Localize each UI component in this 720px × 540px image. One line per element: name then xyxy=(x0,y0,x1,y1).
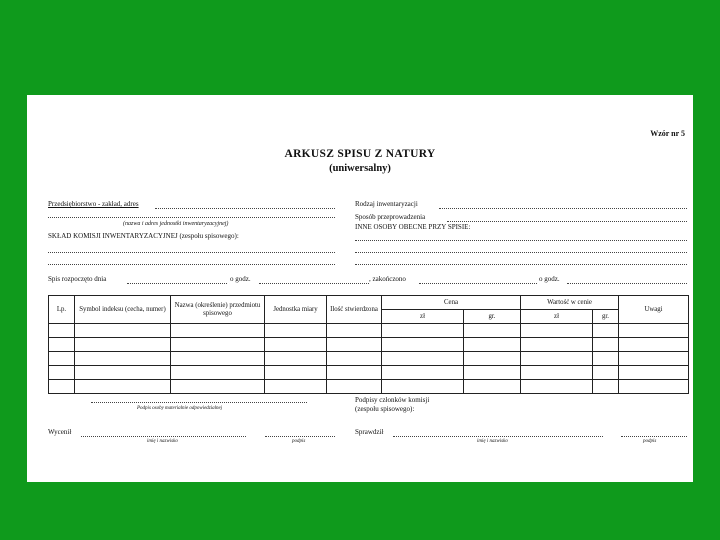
at-hour-label-2: o godz. xyxy=(539,275,560,283)
header-remarks: Uwagi xyxy=(619,296,689,324)
commission-line-2 xyxy=(48,264,335,265)
subheader-price-zl: zł xyxy=(382,310,464,324)
valued-name-caption: imię i nazwisko xyxy=(147,439,178,444)
others-line-2 xyxy=(355,252,687,253)
checked-signature-caption: podpis xyxy=(643,439,657,444)
start-hour-line xyxy=(259,283,369,284)
at-hour-label: o godz. xyxy=(230,275,251,283)
method-label: Sposób przeprowadzenia xyxy=(355,213,426,221)
subheader-value-gr: gr. xyxy=(593,310,619,324)
header-symbol: Symbol indeksu (cecha, numer) xyxy=(75,296,171,324)
header-unit: Jednostka miary xyxy=(265,296,327,324)
header-value: Wartość w cenie xyxy=(521,296,619,310)
inventory-type-line xyxy=(439,208,687,209)
table-row xyxy=(49,380,689,394)
start-date-line xyxy=(127,283,227,284)
table-row xyxy=(49,324,689,338)
checked-name-line xyxy=(393,436,603,437)
others-label: INNE OSOBY OBECNE PRZY SPISIE: xyxy=(355,223,471,231)
enterprise-label: Przedsiębiorstwo - zakład, adres xyxy=(48,200,139,208)
table-row xyxy=(49,352,689,366)
valued-by-label: Wycenił xyxy=(48,428,72,436)
others-line-3 xyxy=(355,264,687,265)
responsible-caption: Podpis osoby materialnie odpowiedzialnej xyxy=(137,406,223,411)
header-quantity: Ilość stwierdzona xyxy=(327,296,382,324)
form-sheet xyxy=(27,95,693,482)
checked-signature-line xyxy=(621,436,687,437)
table-row xyxy=(49,366,689,380)
commission-label: SKŁAD KOMISJI INWENTARYZACYJNEJ (zespołu spisowego): xyxy=(48,232,239,240)
checked-name-caption: imię i nazwisko xyxy=(477,439,508,444)
valued-signature-line xyxy=(265,436,335,437)
header-name: Nazwa (określenie) przedmiotu spisowego xyxy=(171,296,265,324)
finish-hour-line xyxy=(567,283,687,284)
form-subtitle: (uniwersalny) xyxy=(329,163,391,174)
header-price: Cena xyxy=(382,296,521,310)
method-line xyxy=(447,221,687,222)
commission-signatures-label: Podpisy członków komisji xyxy=(355,396,430,404)
enterprise-dotted-line xyxy=(155,208,335,209)
form-title: ARKUSZ SPISU Z NATURY xyxy=(284,148,436,160)
unit-caption: (nazwa i adres jednostki inwentaryzacyjnej) xyxy=(123,221,229,227)
commission-line-1 xyxy=(48,252,335,253)
start-label: Spis rozpoczęto dnia xyxy=(48,275,107,283)
others-line-1 xyxy=(355,240,687,241)
inventory-type-label: Rodzaj inwentaryzacji xyxy=(355,200,418,208)
checked-by-label: Sprawdził xyxy=(355,428,384,436)
valued-signature-caption: podpis xyxy=(292,439,306,444)
team-caption: (zespołu spisowego): xyxy=(355,405,415,413)
form-number: Wzór nr 5 xyxy=(650,129,685,138)
valued-name-line xyxy=(81,436,246,437)
table-row xyxy=(49,338,689,352)
subheader-value-zl: zł xyxy=(521,310,593,324)
responsible-signature-line xyxy=(91,402,307,403)
finish-date-line xyxy=(419,283,537,284)
finished-label: , zakończono xyxy=(369,275,406,283)
unit-dotted-line xyxy=(48,217,335,218)
header-lp: Lp. xyxy=(49,296,75,324)
inventory-table xyxy=(48,295,689,394)
subheader-price-gr: gr. xyxy=(464,310,521,324)
